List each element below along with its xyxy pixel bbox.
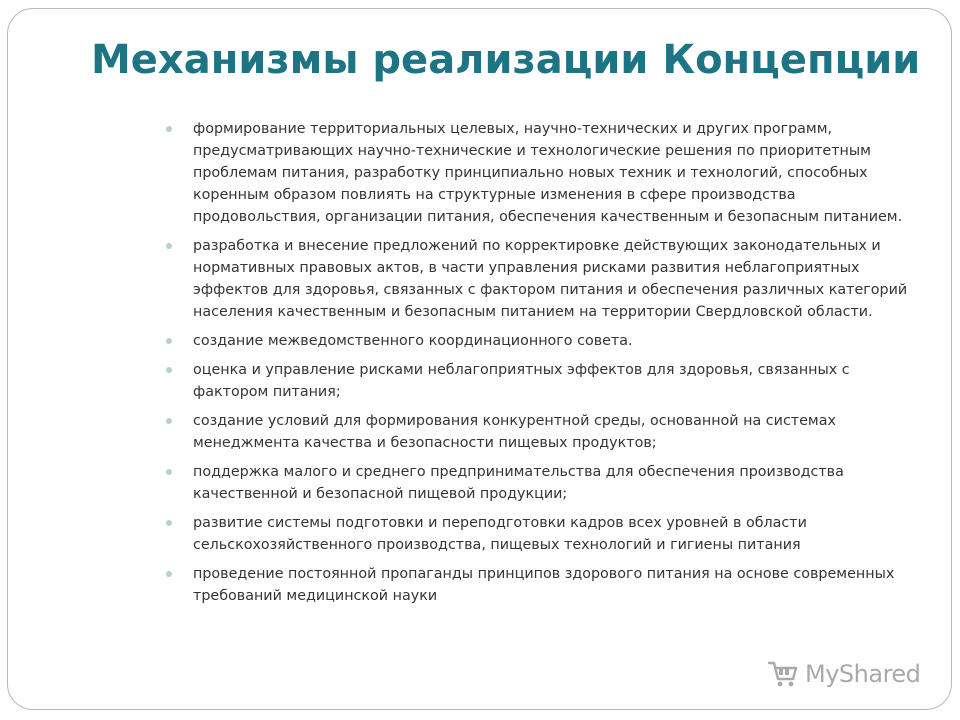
bullet-text: создание условий для формирования конкурентной среды, основанной на системах менеджмента качества и безопасности пищевых продуктов; [193, 413, 836, 451]
bullet-text: поддержка малого и среднего предпринимательства для обеспечения производства качественной и безопасной пищевой продукции; [193, 464, 844, 502]
bullet-text: проведение постоянной пропаганды принципов здорового питания на основе современных требований медицинской науки [193, 566, 895, 604]
bullet-text: разработка и внесение предложений по корректировке действующих законодательных и нормативных правовых актов, в части управления рисками развития неблагоприятных эффектов для здоровья, связанных с фактором питания и обеспечения различных категорий населения качественным и безопасным питанием на территории Свердловской области. [193, 238, 908, 320]
bullet-item [166, 512, 911, 556]
bullet-text: формирование территориальных целевых, научно-технических и других программ, предусматривающих научно-технические и технологические решения по приоритетным проблемам питания, разработку принципиально новых техник и технологий, способных коренным образом повлиять на структурные изменения в сфере производства продовольствия, организации питания, обеспечения качественным и безопасным питанием. [193, 121, 903, 225]
bullet-dot-icon [166, 367, 172, 373]
bullet-item [166, 359, 911, 403]
bullet-item [166, 461, 911, 505]
bullet-item [166, 235, 911, 323]
bullet-dot-icon [166, 520, 172, 526]
bullet-item [166, 410, 911, 454]
bullet-dot-icon [166, 126, 172, 132]
bullet-dot-icon [166, 243, 172, 249]
watermark-text: MyShared [805, 660, 921, 688]
slide-title: Механизмы реализации Концепции [91, 37, 921, 83]
bullet-item [166, 563, 911, 607]
bullet-dot-icon [166, 418, 172, 424]
bullet-text: развитие системы подготовки и переподготовки кадров всех уровней в области сельскохозяйственного производства, пищевых технологий и гигиены питания [193, 515, 807, 553]
cart-icon [767, 659, 799, 689]
bullet-item [166, 330, 911, 352]
bullet-dot-icon [166, 469, 172, 475]
bullet-text: оценка и управление рисками неблагоприятных эффектов для здоровья, связанных с фактором питания; [193, 362, 850, 400]
bullet-item [166, 118, 911, 228]
bullet-dot-icon [166, 338, 172, 344]
watermark-logo [767, 657, 920, 691]
bullet-text: создание межведомственного координационного совета. [193, 333, 633, 349]
bullet-list [166, 118, 911, 614]
bullet-dot-icon [166, 571, 172, 577]
